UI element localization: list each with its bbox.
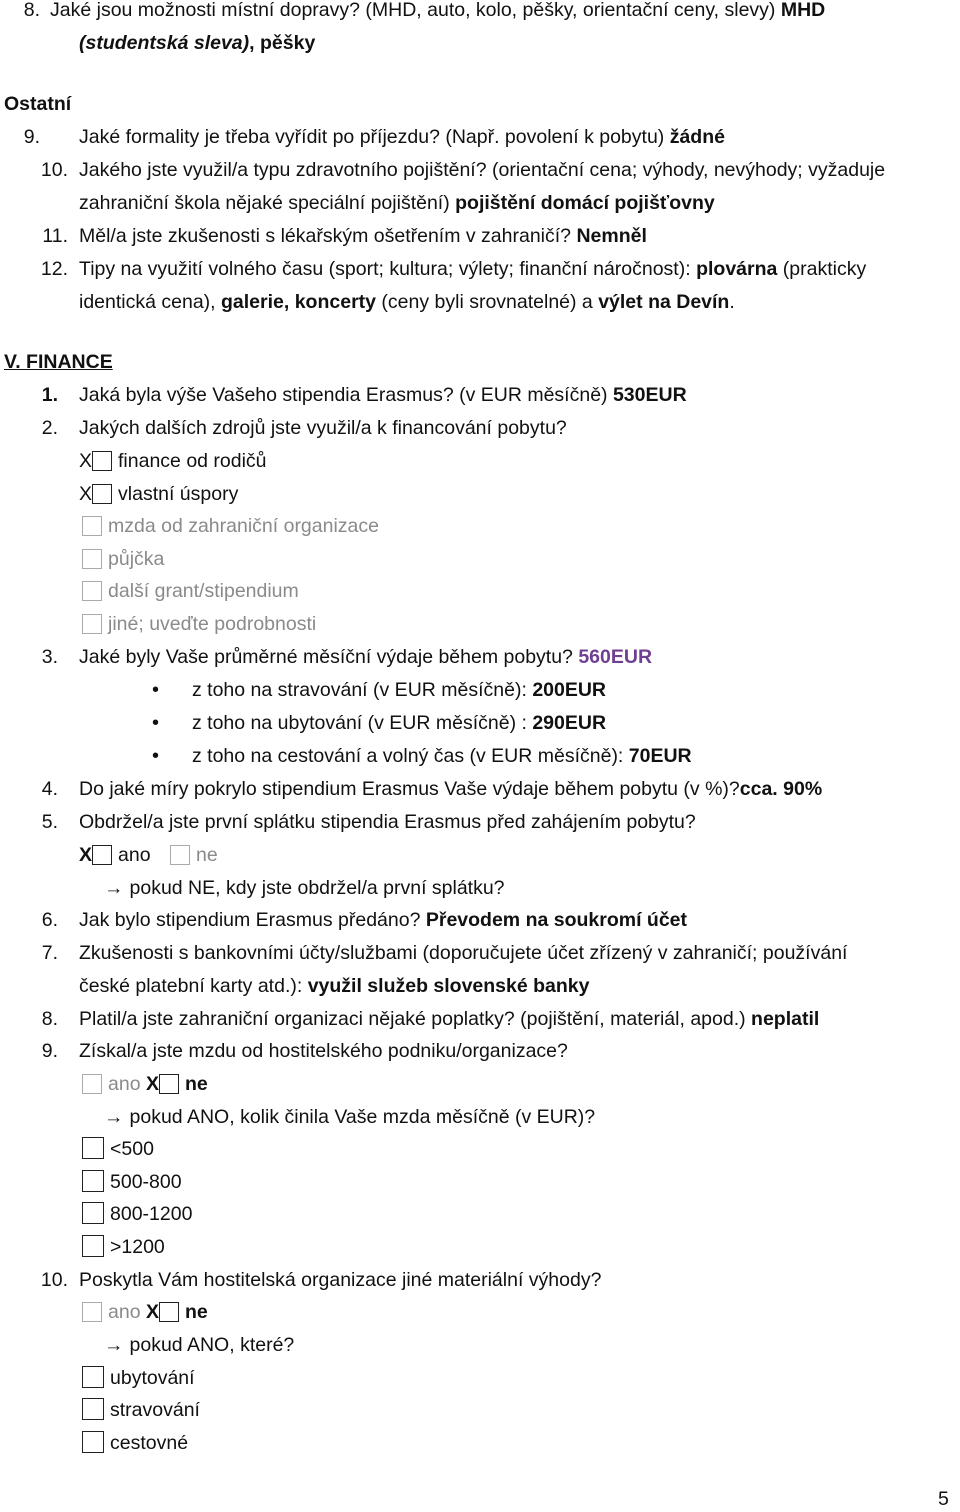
checkbox[interactable]: [82, 516, 102, 536]
checkbox[interactable]: [82, 1202, 104, 1224]
checkbox-no[interactable]: [170, 845, 190, 865]
q12-line2: identická cena), galerie, koncerty (ceny byli srovnatelné) a výlet na Devín.: [79, 291, 735, 313]
checkbox[interactable]: [82, 1366, 104, 1388]
checkbox[interactable]: [82, 1235, 104, 1257]
section-heading-finance: V. FINANCE: [4, 351, 113, 373]
f9-option: >1200: [82, 1234, 165, 1260]
page-number: 5: [938, 1488, 949, 1510]
f10-option: cestovné: [82, 1430, 188, 1456]
checkbox-yes[interactable]: [82, 1302, 102, 1322]
f5-options: X ano ne: [79, 844, 218, 866]
f9-option: 500-800: [82, 1169, 182, 1195]
checkbox[interactable]: [82, 1431, 104, 1453]
f9-option: 800-1200: [82, 1201, 192, 1227]
f2-option: mzda od zahraniční organizace: [82, 513, 379, 539]
arrow-right-icon: →: [104, 1106, 124, 1128]
checkbox-no[interactable]: [159, 1074, 179, 1094]
checkbox[interactable]: [82, 1170, 104, 1192]
f10-option: stravování: [82, 1397, 200, 1423]
checkbox[interactable]: [82, 581, 102, 601]
checkbox[interactable]: [92, 451, 112, 471]
f9-followup: → pokud ANO, kolik činila Vaše mzda měsíčně (v EUR)?: [104, 1106, 596, 1128]
checkbox-yes[interactable]: [82, 1074, 102, 1094]
checkbox-yes[interactable]: [92, 845, 112, 865]
f9-option: <500: [82, 1136, 154, 1162]
checkbox[interactable]: [92, 484, 112, 504]
f2-option: jiné; uveďte podrobnosti: [82, 611, 316, 637]
f10-options: ano X ne: [82, 1299, 208, 1325]
checkbox[interactable]: [82, 549, 102, 569]
arrow-right-icon: →: [104, 1334, 124, 1356]
checkbox[interactable]: [82, 1137, 104, 1159]
f9-options: ano X ne: [82, 1071, 208, 1097]
f7-line2: české platební karty atd.): využil služeb slovenské banky: [79, 975, 590, 997]
checkbox[interactable]: [82, 1398, 104, 1420]
f2-option: půjčka: [82, 546, 164, 572]
arrow-right-icon: →: [104, 877, 124, 899]
f2-option: další grant/stipendium: [82, 578, 299, 604]
q8-line2: (studentská sleva), pěšky: [79, 32, 316, 54]
f10-option: ubytování: [82, 1365, 195, 1391]
f2-option: X vlastní úspory: [79, 483, 239, 505]
f2-option: X finance od rodičů: [79, 450, 267, 472]
section-heading-ostatni: Ostatní: [4, 93, 72, 115]
q10-line2: zahraniční škola nějaké speciální pojištění) pojištění domácí pojišťovny: [79, 192, 715, 214]
f5-followup: → pokud NE, kdy jste obdržel/a první splátku?: [104, 877, 505, 899]
checkbox-no[interactable]: [159, 1302, 179, 1322]
f10-followup: → pokud ANO, které?: [104, 1334, 295, 1356]
checkbox[interactable]: [82, 614, 102, 634]
